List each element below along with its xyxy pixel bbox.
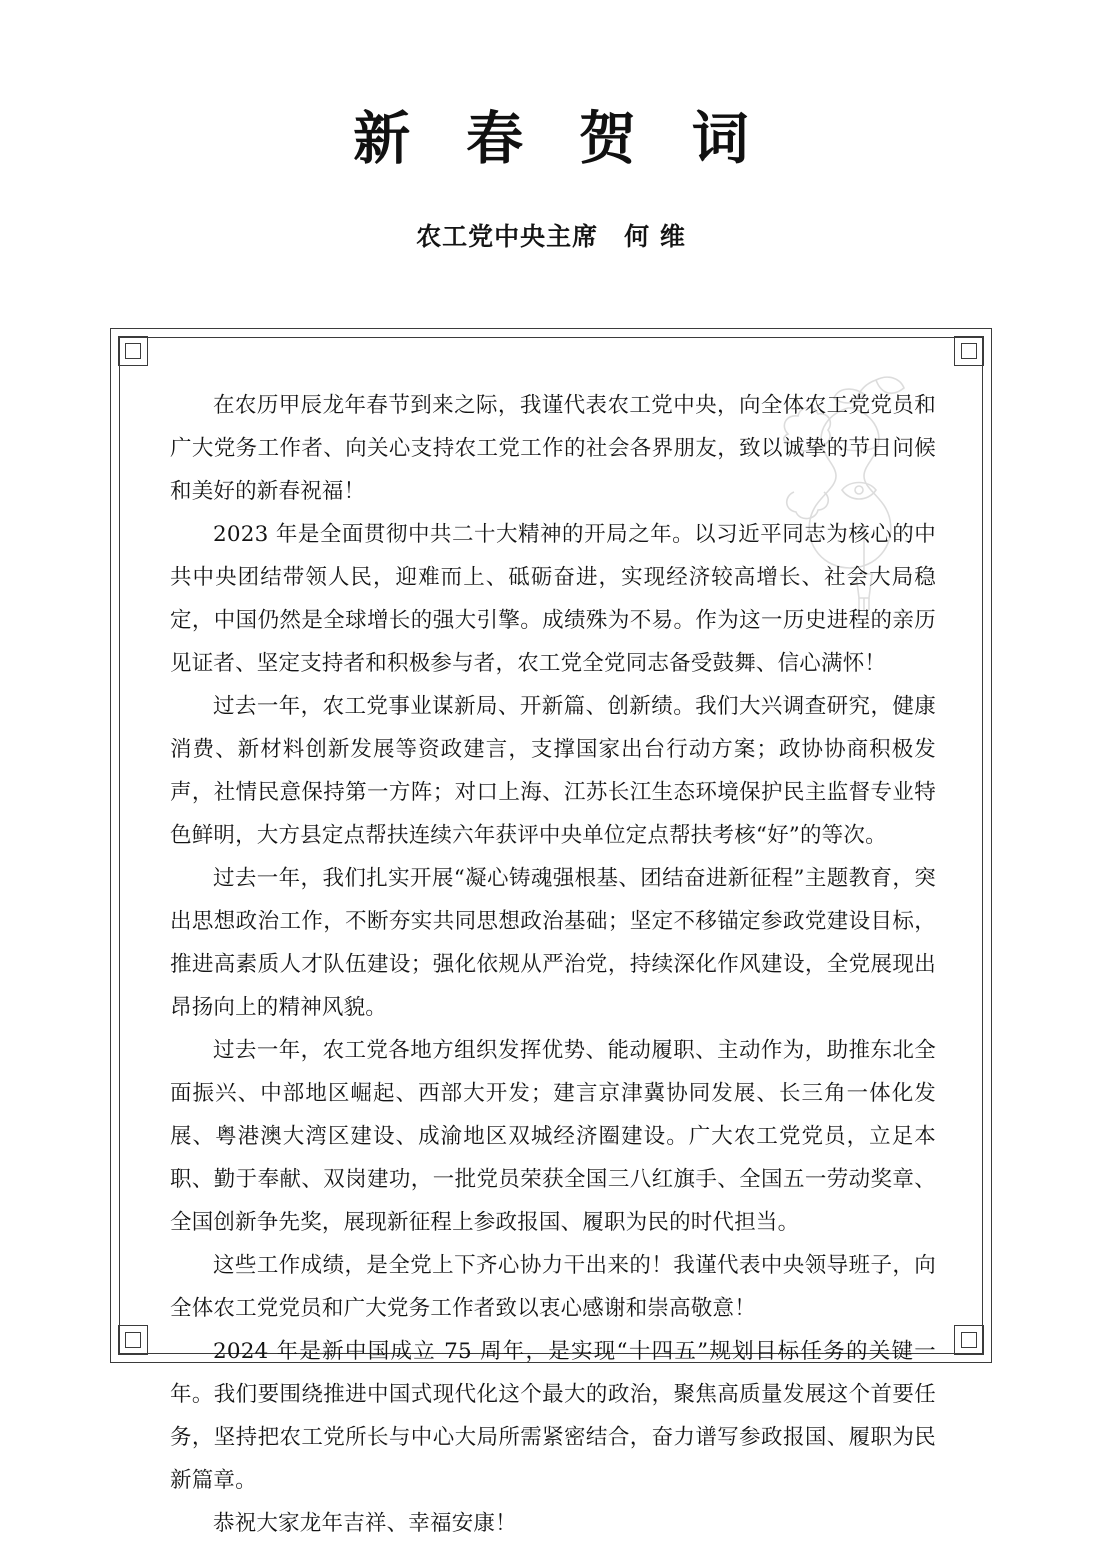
corner-ornament-top-right-icon [954, 336, 984, 366]
paragraph: 过去一年，我们扎实开展“凝心铸魂强根基、团结奋进新征程”主题教育，突出思想政治工作，不断夯实共同思想政治基础；坚定不移锚定参政党建设目标，推进高素质人才队伍建设；强化依规从严治党，持续深化作风建设，全党展现出昂扬向上的精神风貌。 [170, 866, 936, 1020]
paragraph: 2024 年是新中国成立 75 周年，是实现“十四五”规划目标任务的关键一年。我们要围绕推进中国式现代化这个最大的政治，聚焦高质量发展这个首要任务，坚持把农工党所长与中心大局所需紧密结合，奋力谱写参政报国、履职为民新篇章。 [170, 1339, 936, 1493]
corner-ornament-top-left-icon [118, 336, 148, 366]
corner-ornament-bottom-right-icon [954, 1325, 984, 1355]
paragraph: 这些工作成绩，是全党上下齐心协力干出来的！我谨代表中央领导班子，向全体农工党党员和广大党务工作者致以衷心感谢和崇高敬意！ [170, 1253, 936, 1321]
paragraph: 过去一年，农工党各地方组织发挥优势、能动履职、主动作为，助推东北全面振兴、中部地区崛起、西部大开发；建言京津冀协同发展、长三角一体化发展、粤港澳大湾区建设、成渝地区双城经济圈建设。广大农工党党员，立足本职、勤于奉献、双岗建功，一批党员荣获全国三八红旗手、全国五一劳动奖章、全国创新争先奖，展现新征程上参政报国、履职为民的时代担当。 [170, 1038, 936, 1235]
article-body [170, 384, 936, 1536]
decorative-frame [110, 328, 992, 1536]
paragraph: 在农历甲辰龙年春节到来之际，我谨代表农工党中央，向全体农工党党员和广大党务工作者、向关心支持农工党工作的社会各界朋友，致以诚挚的节日问候和美好的新春祝福！ [170, 393, 936, 504]
paragraph: 恭祝大家龙年吉祥、幸福安康！ [213, 1511, 517, 1536]
paragraph: 2023 年是全面贯彻中共二十大精神的开局之年。以习近平同志为核心的中共中央团结带领人民，迎难而上、砥砺奋进，实现经济较高增长、社会大局稳定，中国仍然是全球增长的强大引擎。成绩殊为不易。作为这一历史进程的亲历见证者、坚定支持者和积极参与者，农工党全党同志备受鼓舞、信心满怀！ [170, 522, 936, 676]
paragraph: 过去一年，农工党事业谋新局、开新篇、创新绩。我们大兴调查研究，健康消费、新材料创新发展等资政建言，支撑国家出台行动方案；政协协商积极发声，社情民意保持第一方阵；对口上海、江苏长江生态环境保护民主监督专业特色鲜明，大方县定点帮扶连续六年获评中央单位定点帮扶考核“好”的等次。 [170, 694, 936, 848]
page-footer-space [0, 1376, 1102, 1496]
byline: 农工党中央主席 何 维 [416, 221, 686, 251]
page-title: 新 春 贺 词 [353, 105, 767, 172]
corner-ornament-bottom-left-icon [118, 1325, 148, 1355]
